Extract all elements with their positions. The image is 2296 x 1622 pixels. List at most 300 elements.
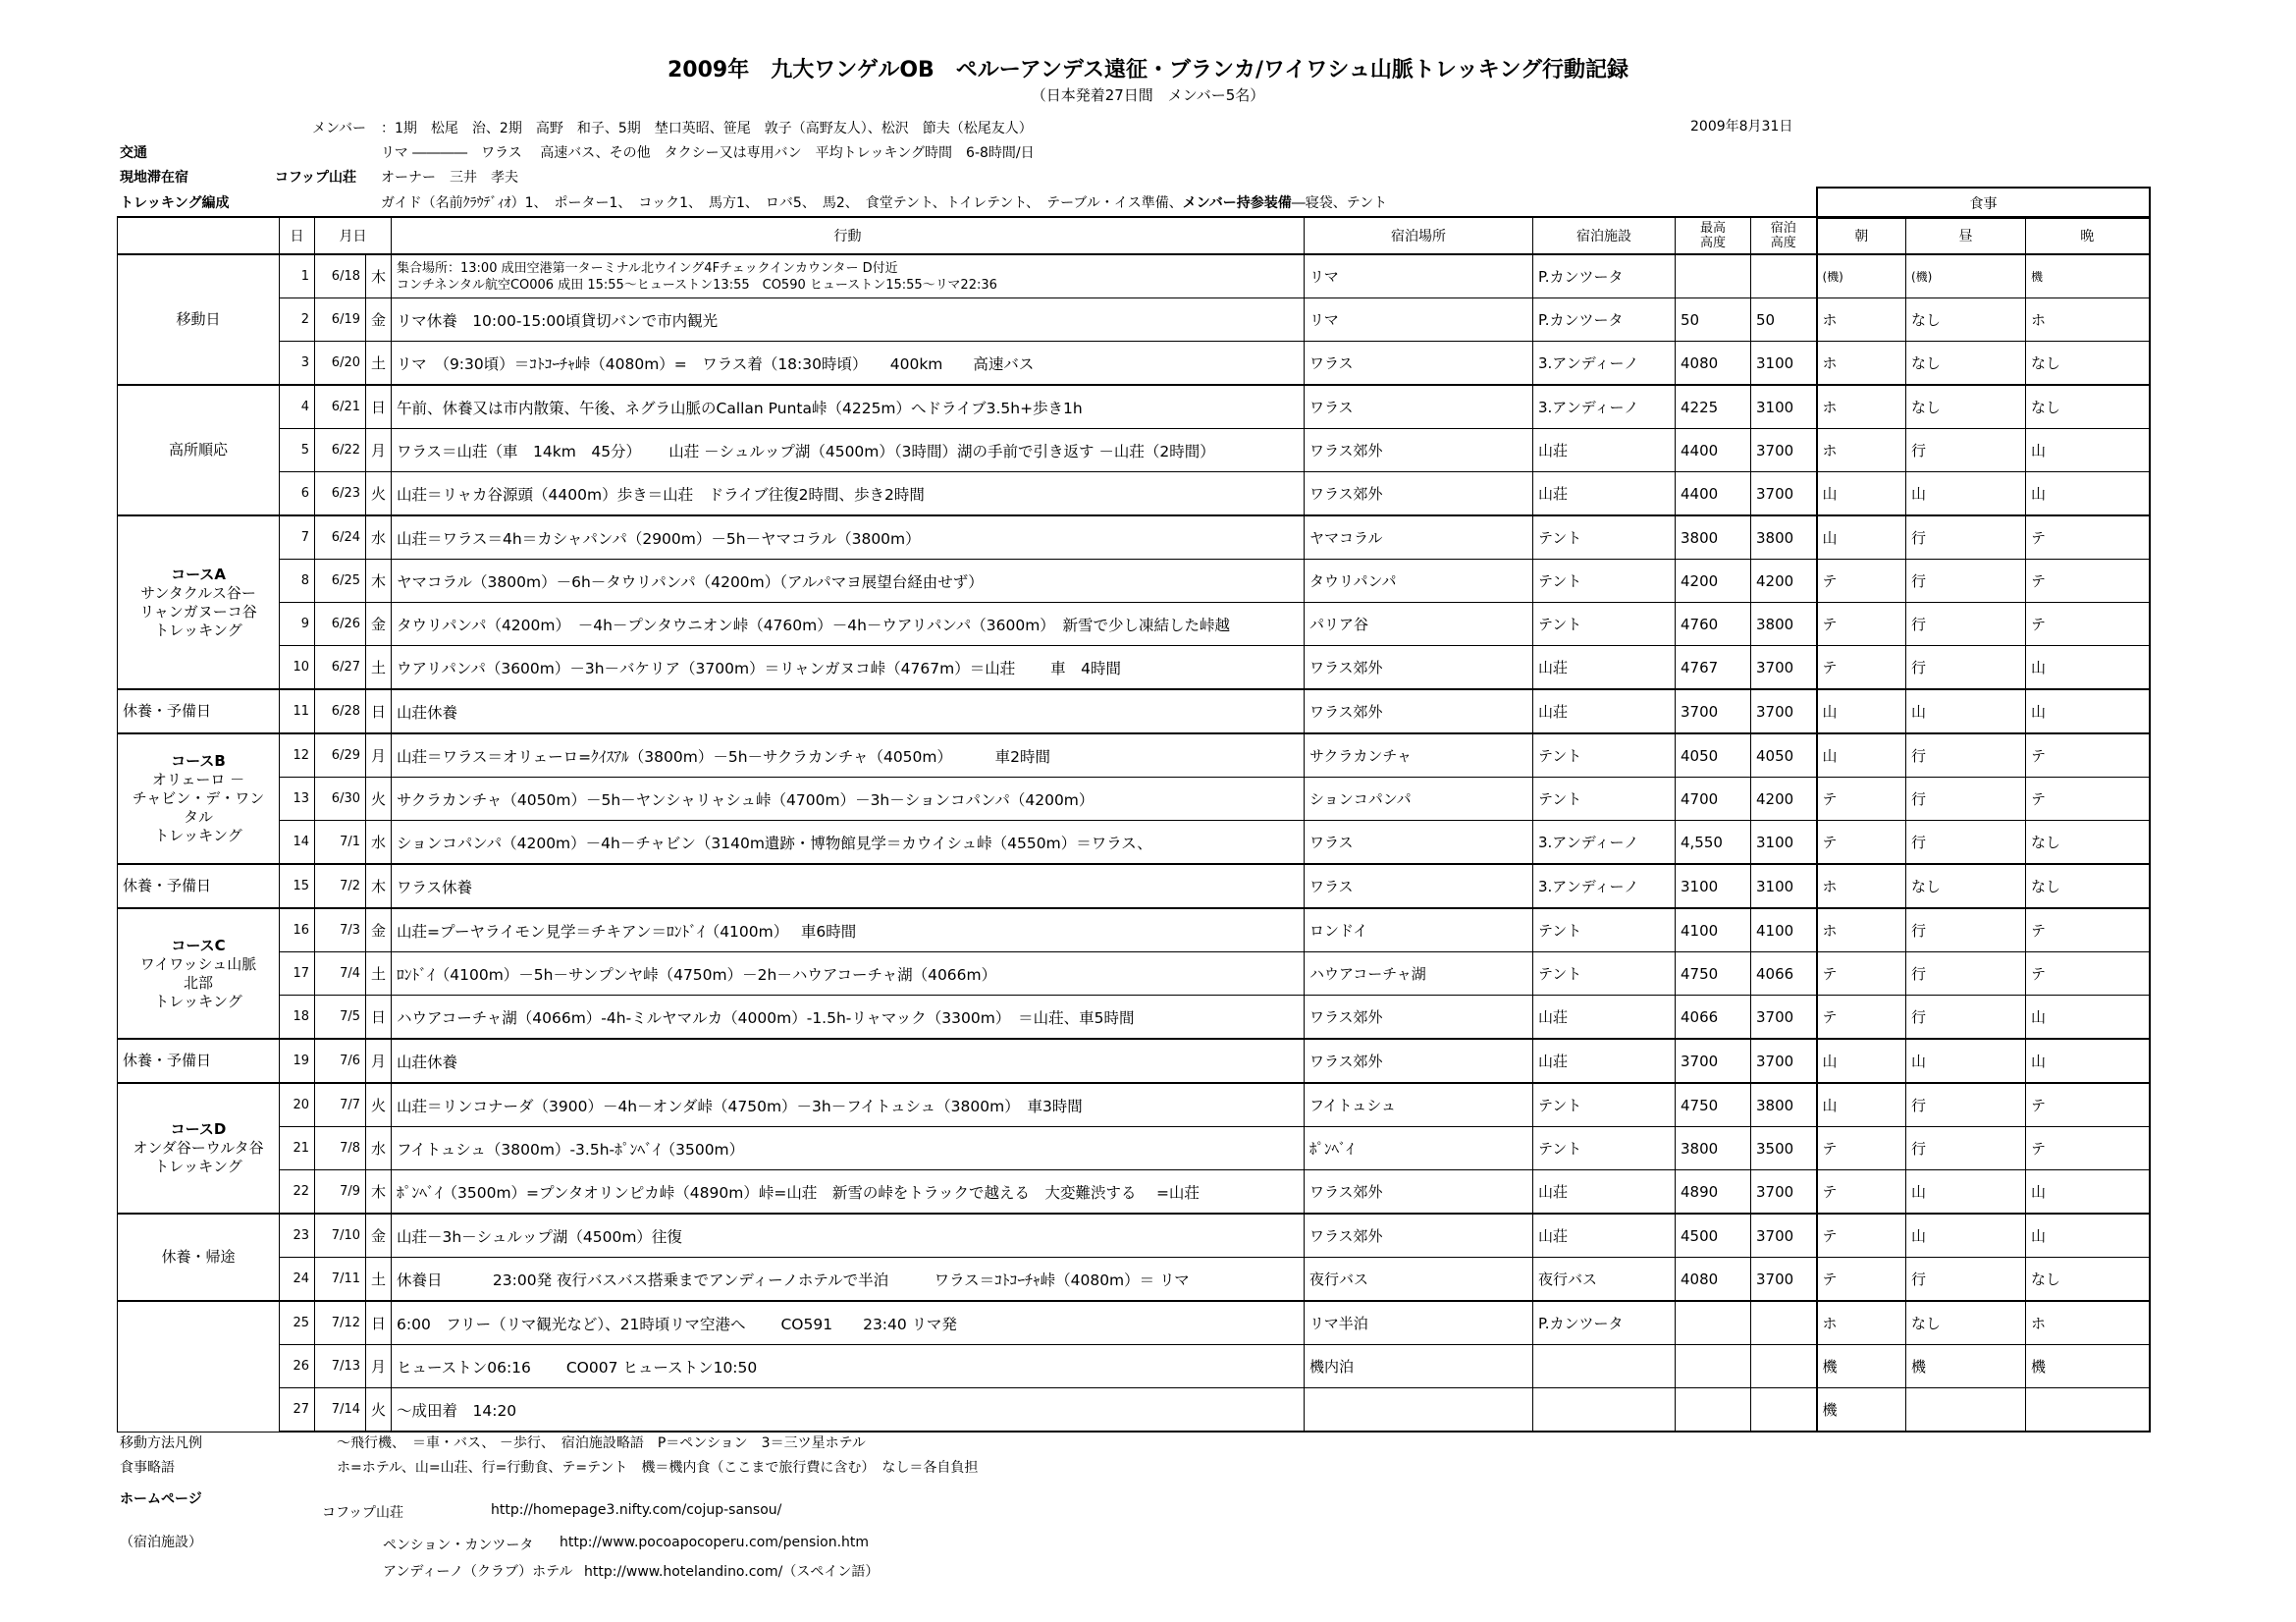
max-alt-cell: 4050 — [1676, 733, 1751, 778]
breakfast-cell: ホ — [1817, 298, 1906, 342]
section-title: ワイワッシュ山脈 北部 トレッキング — [139, 954, 257, 1010]
max-alt-cell: 3100 — [1676, 864, 1751, 908]
action-cell: 山荘＝リンコナーダ（3900）－4h－オンダ峠（4750m）－3h－フイトュシュ（3800m） 車3時間 — [392, 1083, 1305, 1127]
breakfast-cell: テ — [1817, 996, 1906, 1040]
section-cell — [118, 733, 280, 864]
date-cell: 7/13 — [315, 1345, 366, 1388]
dinner-cell: テ — [2026, 560, 2150, 603]
page-subtitle: （日本発着27日間 メンバー5名） — [1031, 86, 1265, 104]
max-alt-cell: 4700 — [1676, 778, 1751, 821]
facility-cell: テント — [1533, 778, 1676, 821]
breakfast-cell: 山 — [1817, 733, 1906, 778]
stay-alt-cell — [1751, 1345, 1817, 1388]
date-cell: 6/24 — [315, 515, 366, 560]
header-row — [118, 217, 2150, 254]
facility-cell: 山荘 — [1533, 996, 1676, 1040]
header-date: 月日 — [315, 217, 392, 254]
members-value: ：1期 松尾 治、2期 高野 和子、5期 埜口英昭、笹尾 敦子（高野友人）、松沢 節夫（松尾友人） — [381, 121, 1033, 136]
schedule-body — [118, 254, 2150, 1432]
max-alt-cell: 4080 — [1676, 342, 1751, 386]
weekday-cell: 木 — [366, 254, 392, 298]
place-cell: ハウアコーチャ湖 — [1305, 952, 1533, 996]
action-cell: ハウアコーチャ湖（4066m）-4h-ミルヤマルカ（4000m）-1.5h-リャマック（3300m） ＝山荘、車5時間 — [392, 996, 1305, 1040]
day-number: 4 — [280, 385, 315, 429]
max-alt-cell — [1676, 1388, 1751, 1433]
legend-value: ～飛行機、 ＝車・バス、 －歩行、 宿泊施設略語 P＝ペンション 3＝三ツ星ホテル — [337, 1435, 866, 1451]
table-row — [118, 298, 2150, 342]
weekday-cell: 土 — [366, 1258, 392, 1302]
section-cell — [118, 1214, 280, 1301]
dinner-cell: なし — [2026, 864, 2150, 908]
dinner-cell: テ — [2026, 908, 2150, 952]
homepage-label: ホームページ — [120, 1491, 202, 1507]
max-alt-cell: 3800 — [1676, 1127, 1751, 1170]
action-cell: ヒューストン06:16 CO007 ヒューストン10:50 — [392, 1345, 1305, 1388]
action-cell: タウリパンパ（4200m） －4h－プンタウニオン峠（4760m）－4h－ウアリパンパ（3600m） 新雪で少し凍結した峠越 — [392, 603, 1305, 646]
table-row — [118, 1127, 2150, 1170]
facility-cell — [1533, 1345, 1676, 1388]
breakfast-cell: ホ — [1817, 342, 1906, 386]
date-cell: 7/4 — [315, 952, 366, 996]
lunch-cell: 行 — [1906, 908, 2026, 952]
day-number: 9 — [280, 603, 315, 646]
dinner-cell: 山 — [2026, 689, 2150, 733]
weekday-cell: 日 — [366, 1301, 392, 1345]
breakfast-cell: 機 — [1817, 1345, 1906, 1388]
stay-alt-cell: 3100 — [1751, 342, 1817, 386]
day-number: 6 — [280, 472, 315, 516]
day-number: 14 — [280, 821, 315, 865]
day-number: 5 — [280, 429, 315, 472]
lunch-cell: 行 — [1906, 515, 2026, 560]
weekday-cell: 金 — [366, 298, 392, 342]
breakfast-cell: テ — [1817, 646, 1906, 690]
date-cell: 6/19 — [315, 298, 366, 342]
date-cell: 6/18 — [315, 254, 366, 298]
section-title: 休養・帰途 — [161, 1248, 236, 1266]
header-facility: 宿泊施設 — [1533, 217, 1676, 254]
section-course: コースB — [171, 752, 226, 770]
max-alt-cell: 4750 — [1676, 952, 1751, 996]
header-place: 宿泊場所 — [1305, 217, 1533, 254]
date-cell: 7/9 — [315, 1170, 366, 1215]
breakfast-cell: 山 — [1817, 1039, 1906, 1083]
facility-cell: P.カンツータ — [1533, 1301, 1676, 1345]
max-alt-cell: 4100 — [1676, 908, 1751, 952]
date-cell: 6/20 — [315, 342, 366, 386]
stay-alt-cell: 4050 — [1751, 733, 1817, 778]
max-alt-cell: 4400 — [1676, 472, 1751, 516]
date-cell: 6/21 — [315, 385, 366, 429]
header-dinner: 晩 — [2026, 217, 2150, 254]
facility-cell: テント — [1533, 1083, 1676, 1127]
action-cell: サクラカンチャ（4050m）－5h－ヤンシャリャシュ峠（4700m）－3h－ションコパンパ（4200m） — [392, 778, 1305, 821]
day-number: 23 — [280, 1214, 315, 1258]
place-cell: ワラス郊外 — [1305, 689, 1533, 733]
date-cell: 7/2 — [315, 864, 366, 908]
stay-alt-cell: 3700 — [1751, 1214, 1817, 1258]
section-title: 休養・予備日 — [123, 877, 212, 894]
breakfast-cell: テ — [1817, 1214, 1906, 1258]
facility-cell: 3.アンディーノ — [1533, 864, 1676, 908]
action-cell: 山荘＝ワラス＝オリェーロ=ｸｲｽｱﾙ（3800m）－5h－サクラカンチャ（4050m） 車2時間 — [392, 733, 1305, 778]
header-stay-alt: 宿泊 高度 — [1751, 217, 1817, 254]
breakfast-cell: テ — [1817, 821, 1906, 865]
weekday-cell: 木 — [366, 560, 392, 603]
facility-cell: テント — [1533, 1127, 1676, 1170]
date-cell: 7/6 — [315, 1039, 366, 1083]
dinner-cell: 山 — [2026, 429, 2150, 472]
lodging-label: （宿泊施設） — [120, 1535, 202, 1550]
lunch-cell: 行 — [1906, 778, 2026, 821]
breakfast-cell: テ — [1817, 1258, 1906, 1302]
date-cell: 7/3 — [315, 908, 366, 952]
place-cell: パリア谷 — [1305, 603, 1533, 646]
facility-cell — [1533, 1388, 1676, 1433]
weekday-cell: 月 — [366, 1039, 392, 1083]
dinner-cell — [2026, 1388, 2150, 1433]
action-cell: ワラス休養 — [392, 864, 1305, 908]
action-cell: 午前、休養又は市内散策、午後、ネグラ山脈のCallan Punta峠（4225m）へドライブ3.5h+歩き1h — [392, 385, 1305, 429]
table-row — [118, 1258, 2150, 1302]
stay-place: コフップ山荘 — [275, 170, 357, 186]
weekday-cell: 木 — [366, 864, 392, 908]
breakfast-cell: 山 — [1817, 515, 1906, 560]
breakfast-cell: ホ — [1817, 429, 1906, 472]
facility-cell: 夜行バス — [1533, 1258, 1676, 1302]
max-alt-cell: 4767 — [1676, 646, 1751, 690]
stay-alt-cell: 3700 — [1751, 646, 1817, 690]
stay-alt-cell: 3100 — [1751, 821, 1817, 865]
weekday-cell: 金 — [366, 1214, 392, 1258]
max-alt-cell — [1676, 254, 1751, 298]
day-number: 18 — [280, 996, 315, 1040]
lodging2-name: アンディーノ（クラブ）ホテル — [383, 1564, 573, 1580]
section-course: コースA — [171, 565, 226, 583]
dinner-cell: 山 — [2026, 472, 2150, 516]
weekday-cell: 土 — [366, 952, 392, 996]
action-cell: 集合場所：13:00 成田空港第一ターミナル北ウイング4Fチェックインカウンター D付近 コンチネンタル航空CO006 成田 15:55～ヒューストン13:55 CO590 ヒューストン15:55～リマ22:36 — [392, 254, 1305, 298]
stay-alt-cell — [1751, 1301, 1817, 1345]
place-cell: ワラス — [1305, 821, 1533, 865]
stay-owner: オーナー 三井 孝夫 — [381, 170, 518, 186]
table-row — [118, 342, 2150, 386]
section-cell — [118, 1301, 280, 1432]
lunch-cell: 山 — [1906, 1214, 2026, 1258]
lunch-cell: 機 — [1906, 1345, 2026, 1388]
members-label: メンバー — [312, 121, 367, 136]
dinner-cell: テ — [2026, 1083, 2150, 1127]
dinner-cell: テ — [2026, 952, 2150, 996]
place-cell: ワラス郊外 — [1305, 996, 1533, 1040]
place-cell: ヤマコラル — [1305, 515, 1533, 560]
table-row — [118, 1214, 2150, 1258]
date-cell: 6/22 — [315, 429, 366, 472]
weekday-cell: 水 — [366, 821, 392, 865]
table-row — [118, 385, 2150, 429]
max-alt-cell: 4750 — [1676, 1083, 1751, 1127]
facility-cell: 山荘 — [1533, 689, 1676, 733]
section-title: オリェーロ － チャビン・デ・ワン タル トレッキング — [132, 771, 265, 844]
section-cell — [118, 1039, 280, 1083]
header-action: 行動 — [392, 217, 1305, 254]
stay-alt-cell: 3800 — [1751, 603, 1817, 646]
stay-alt-cell: 3700 — [1751, 689, 1817, 733]
breakfast-cell: テ — [1817, 1170, 1906, 1215]
facility-cell: テント — [1533, 733, 1676, 778]
date-cell: 6/30 — [315, 778, 366, 821]
dinner-cell: なし — [2026, 821, 2150, 865]
lodging2-link[interactable]: http://www.hotelandino.com/（スペイン語） — [584, 1564, 880, 1580]
place-cell: ワラス郊外 — [1305, 1039, 1533, 1083]
weekday-cell: 月 — [366, 429, 392, 472]
date-cell: 6/29 — [315, 733, 366, 778]
dinner-cell: 山 — [2026, 646, 2150, 690]
place-cell: ワラス — [1305, 342, 1533, 386]
weekday-cell: 日 — [366, 689, 392, 733]
dinner-cell: 山 — [2026, 1039, 2150, 1083]
stay-alt-cell: 4066 — [1751, 952, 1817, 996]
weekday-cell: 火 — [366, 1083, 392, 1127]
day-number: 24 — [280, 1258, 315, 1302]
stay-alt-cell: 3100 — [1751, 385, 1817, 429]
action-cell: ﾛﾝﾄﾞｲ（4100m）－5h－サンプンヤ峠（4750m）－2h－ハウアコーチャ湖（4066m） — [392, 952, 1305, 996]
dinner-cell: テ — [2026, 733, 2150, 778]
place-cell: リマ — [1305, 298, 1533, 342]
section-cell — [118, 864, 280, 908]
schedule-table — [117, 216, 2151, 1433]
stay-alt-cell: 4100 — [1751, 908, 1817, 952]
header-day: 日 — [280, 217, 315, 254]
date-cell: 6/27 — [315, 646, 366, 690]
max-alt-cell: 50 — [1676, 298, 1751, 342]
table-row — [118, 864, 2150, 908]
lunch-cell — [1906, 1388, 2026, 1433]
section-cell — [118, 515, 280, 689]
section-course: コースC — [171, 936, 226, 954]
action-cell: 山荘休養 — [392, 689, 1305, 733]
day-number: 25 — [280, 1301, 315, 1345]
place-cell: 夜行バス — [1305, 1258, 1533, 1302]
lunch-cell: 山 — [1906, 1170, 2026, 1215]
action-cell: リマ （9:30頃）＝ｺﾄｺｰﾁｬ峠（4080m）= ワラス着（18:30時頃） 400km 高速バス — [392, 342, 1305, 386]
action-cell: 休養日 23:00発 夜行バスバス搭乗までアンディーノホテルで半泊 ワラス＝ｺﾄｺｰﾁｬ峠（4080m）＝ リマ — [392, 1258, 1305, 1302]
facility-cell: テント — [1533, 603, 1676, 646]
lunch-cell: 行 — [1906, 603, 2026, 646]
facility-cell: 山荘 — [1533, 429, 1676, 472]
lunch-cell: 行 — [1906, 429, 2026, 472]
facility-cell: テント — [1533, 560, 1676, 603]
facility-cell: 3.アンディーノ — [1533, 385, 1676, 429]
max-alt-cell: 3700 — [1676, 1039, 1751, 1083]
lunch-cell: 行 — [1906, 1258, 2026, 1302]
stay-alt-cell: 3100 — [1751, 864, 1817, 908]
facility-cell: P.カンツータ — [1533, 254, 1676, 298]
table-row — [118, 429, 2150, 472]
stay-alt-cell: 3700 — [1751, 1258, 1817, 1302]
breakfast-cell: テ — [1817, 778, 1906, 821]
facility-cell: テント — [1533, 952, 1676, 996]
day-number: 17 — [280, 952, 315, 996]
breakfast-cell: 山 — [1817, 689, 1906, 733]
stay-alt-cell: 3700 — [1751, 1170, 1817, 1215]
facility-cell: 山荘 — [1533, 1214, 1676, 1258]
date-cell: 6/26 — [315, 603, 366, 646]
action-cell: フイトュシュ（3800m）-3.5h-ﾎﾟﾝﾍﾞｲ（3500m） — [392, 1127, 1305, 1170]
meal-header-table — [1816, 187, 2151, 219]
lunch-cell: なし — [1906, 1301, 2026, 1345]
place-cell: ワラス郊外 — [1305, 429, 1533, 472]
action-cell: 山荘=プーヤライモン見学＝チキアン＝ﾛﾝﾄﾞｲ（4100m） 車6時間 — [392, 908, 1305, 952]
facility-cell: テント — [1533, 908, 1676, 952]
section-cell — [118, 254, 280, 385]
lunch-cell: 行 — [1906, 646, 2026, 690]
lunch-cell: なし — [1906, 298, 2026, 342]
lunch-cell: 行 — [1906, 560, 2026, 603]
dinner-cell: なし — [2026, 342, 2150, 386]
weekday-cell: 火 — [366, 472, 392, 516]
homepage-link[interactable]: http://homepage3.nifty.com/cojup-sansou/ — [491, 1502, 782, 1518]
day-number: 1 — [280, 254, 315, 298]
table-row — [118, 778, 2150, 821]
table-row — [118, 821, 2150, 865]
place-cell: ワラス郊外 — [1305, 646, 1533, 690]
transport-value: リマ ―――― ワラス 高速バス、その他 タクシー又は専用バン 平均トレッキング時間 6-8時間/日 — [381, 145, 1035, 161]
date-cell: 7/5 — [315, 996, 366, 1040]
date-cell: 7/12 — [315, 1301, 366, 1345]
table-row — [118, 908, 2150, 952]
day-number: 10 — [280, 646, 315, 690]
action-cell: リマ休養 10:00-15:00頃貸切バンで市内観光 — [392, 298, 1305, 342]
action-cell: 6:00 フリー（リマ観光など）、21時頃リマ空港へ CO591 23:40 リマ発 — [392, 1301, 1305, 1345]
place-cell: ワラス郊外 — [1305, 472, 1533, 516]
stay-alt-cell: 3800 — [1751, 515, 1817, 560]
weekday-cell: 水 — [366, 515, 392, 560]
action-cell: ヤマコラル（3800m）－6h－タウリパンパ（4200m）（アルパマヨ展望台経由せず） — [392, 560, 1305, 603]
table-row — [118, 1301, 2150, 1345]
action-cell: 山荘＝ワラス＝4h＝カシャパンパ（2900m）－5h－ヤマコラル（3800m） — [392, 515, 1305, 560]
team-value-text: ガイド（名前ｸﾗｳﾃﾞｨｵ）1、 ポーター1、 コック1、 馬方1、 ロバ5、 馬2、 食堂テント、トイレテント、 テーブル・イス準備、 — [381, 195, 1183, 211]
lunch-cell: 行 — [1906, 821, 2026, 865]
section-cell — [118, 385, 280, 515]
header-breakfast: 朝 — [1817, 217, 1906, 254]
dinner-cell: 山 — [2026, 996, 2150, 1040]
action-cell: ションコパンパ（4200m）－4h－チャビン（3140m遺跡・博物館見学＝カウイシュ峠（4550m）＝ワラス、 — [392, 821, 1305, 865]
dinner-cell: 機 — [2026, 254, 2150, 298]
breakfast-cell: 山 — [1817, 472, 1906, 516]
section-title: オンダ谷ーウルタ谷 トレッキング — [133, 1139, 264, 1175]
max-alt-cell: 4500 — [1676, 1214, 1751, 1258]
date-cell: 7/14 — [315, 1388, 366, 1433]
table-row — [118, 254, 2150, 298]
place-cell: ワラス郊外 — [1305, 1170, 1533, 1215]
table-row — [118, 1388, 2150, 1433]
header-max-alt: 最高 高度 — [1676, 217, 1751, 254]
legend-label: 移動方法凡例 — [120, 1435, 202, 1451]
dinner-cell: テ — [2026, 1127, 2150, 1170]
page-title: 2009年 九大ワンゲルOB ペルーアンデス遠征・ブランカ/ワイワシュ山脈トレッキング行動記録 — [667, 58, 1629, 82]
table-row — [118, 1170, 2150, 1215]
day-number: 27 — [280, 1388, 315, 1433]
place-cell: ワラス — [1305, 385, 1533, 429]
header-section — [118, 217, 280, 254]
facility-cell: 山荘 — [1533, 1039, 1676, 1083]
transport-label: 交通 — [120, 145, 147, 161]
team-value — [381, 192, 1387, 212]
stay-alt-cell: 3500 — [1751, 1127, 1817, 1170]
lodging1-link[interactable]: http://www.pocoapocoperu.com/pension.htm — [560, 1535, 870, 1550]
date-cell: 6/23 — [315, 472, 366, 516]
header-lunch: 昼 — [1906, 217, 2026, 254]
facility-cell: P.カンツータ — [1533, 298, 1676, 342]
lunch-cell: 行 — [1906, 1083, 2026, 1127]
weekday-cell: 金 — [366, 603, 392, 646]
place-cell: ワラス郊外 — [1305, 1214, 1533, 1258]
day-number: 26 — [280, 1345, 315, 1388]
dinner-cell: 山 — [2026, 1170, 2150, 1215]
stay-alt-cell — [1751, 254, 1817, 298]
weekday-cell: 土 — [366, 342, 392, 386]
table-row — [118, 1083, 2150, 1127]
dinner-cell: 機 — [2026, 1345, 2150, 1388]
action-cell: 山荘－3h－シュルップ湖（4500m）往復 — [392, 1214, 1305, 1258]
breakfast-cell: テ — [1817, 952, 1906, 996]
meal-legend-value: ホ=ホテル、山=山荘、行=行動食、テ=テント 機＝機内食（ここまで旅行費に含む） なし＝各自負担 — [337, 1460, 979, 1476]
facility-cell: テント — [1533, 515, 1676, 560]
table-row — [118, 733, 2150, 778]
lunch-cell: 行 — [1906, 996, 2026, 1040]
breakfast-cell: ホ — [1817, 864, 1906, 908]
date-cell: 7/1 — [315, 821, 366, 865]
stay-label: 現地滞在宿 — [120, 170, 188, 186]
place-cell: フイトュシュ — [1305, 1083, 1533, 1127]
dinner-cell: ホ — [2026, 298, 2150, 342]
table-row — [118, 472, 2150, 516]
lunch-cell: 山 — [1906, 1039, 2026, 1083]
day-number: 12 — [280, 733, 315, 778]
table-row — [118, 603, 2150, 646]
date-cell: 7/7 — [315, 1083, 366, 1127]
section-cell — [118, 1083, 280, 1214]
section-title: 高所順応 — [168, 441, 228, 459]
weekday-cell: 金 — [366, 908, 392, 952]
day-number: 20 — [280, 1083, 315, 1127]
day-number: 13 — [280, 778, 315, 821]
lunch-cell: 山 — [1906, 472, 2026, 516]
section-title: 休養・予備日 — [123, 702, 212, 720]
stay-alt-cell: 3700 — [1751, 472, 1817, 516]
max-alt-cell: 4080 — [1676, 1258, 1751, 1302]
lunch-cell: 山 — [1906, 689, 2026, 733]
lunch-cell: 行 — [1906, 1127, 2026, 1170]
date-cell: 7/10 — [315, 1214, 366, 1258]
day-number: 8 — [280, 560, 315, 603]
section-title: 休養・予備日 — [123, 1052, 212, 1069]
section-title: サンタクルス谷ー リャンガヌーコ谷 トレッキング — [139, 583, 257, 639]
max-alt-cell: 4760 — [1676, 603, 1751, 646]
facility-cell: 山荘 — [1533, 472, 1676, 516]
max-alt-cell: 3800 — [1676, 515, 1751, 560]
table-row — [118, 646, 2150, 690]
max-alt-cell: 4890 — [1676, 1170, 1751, 1215]
breakfast-cell: テ — [1817, 1127, 1906, 1170]
breakfast-cell: (機) — [1817, 254, 1906, 298]
facility-cell: 3.アンディーノ — [1533, 342, 1676, 386]
day-number: 16 — [280, 908, 315, 952]
homepage-name: コフップ山荘 — [322, 1505, 404, 1521]
weekday-cell: 月 — [366, 1345, 392, 1388]
max-alt-cell: 4200 — [1676, 560, 1751, 603]
